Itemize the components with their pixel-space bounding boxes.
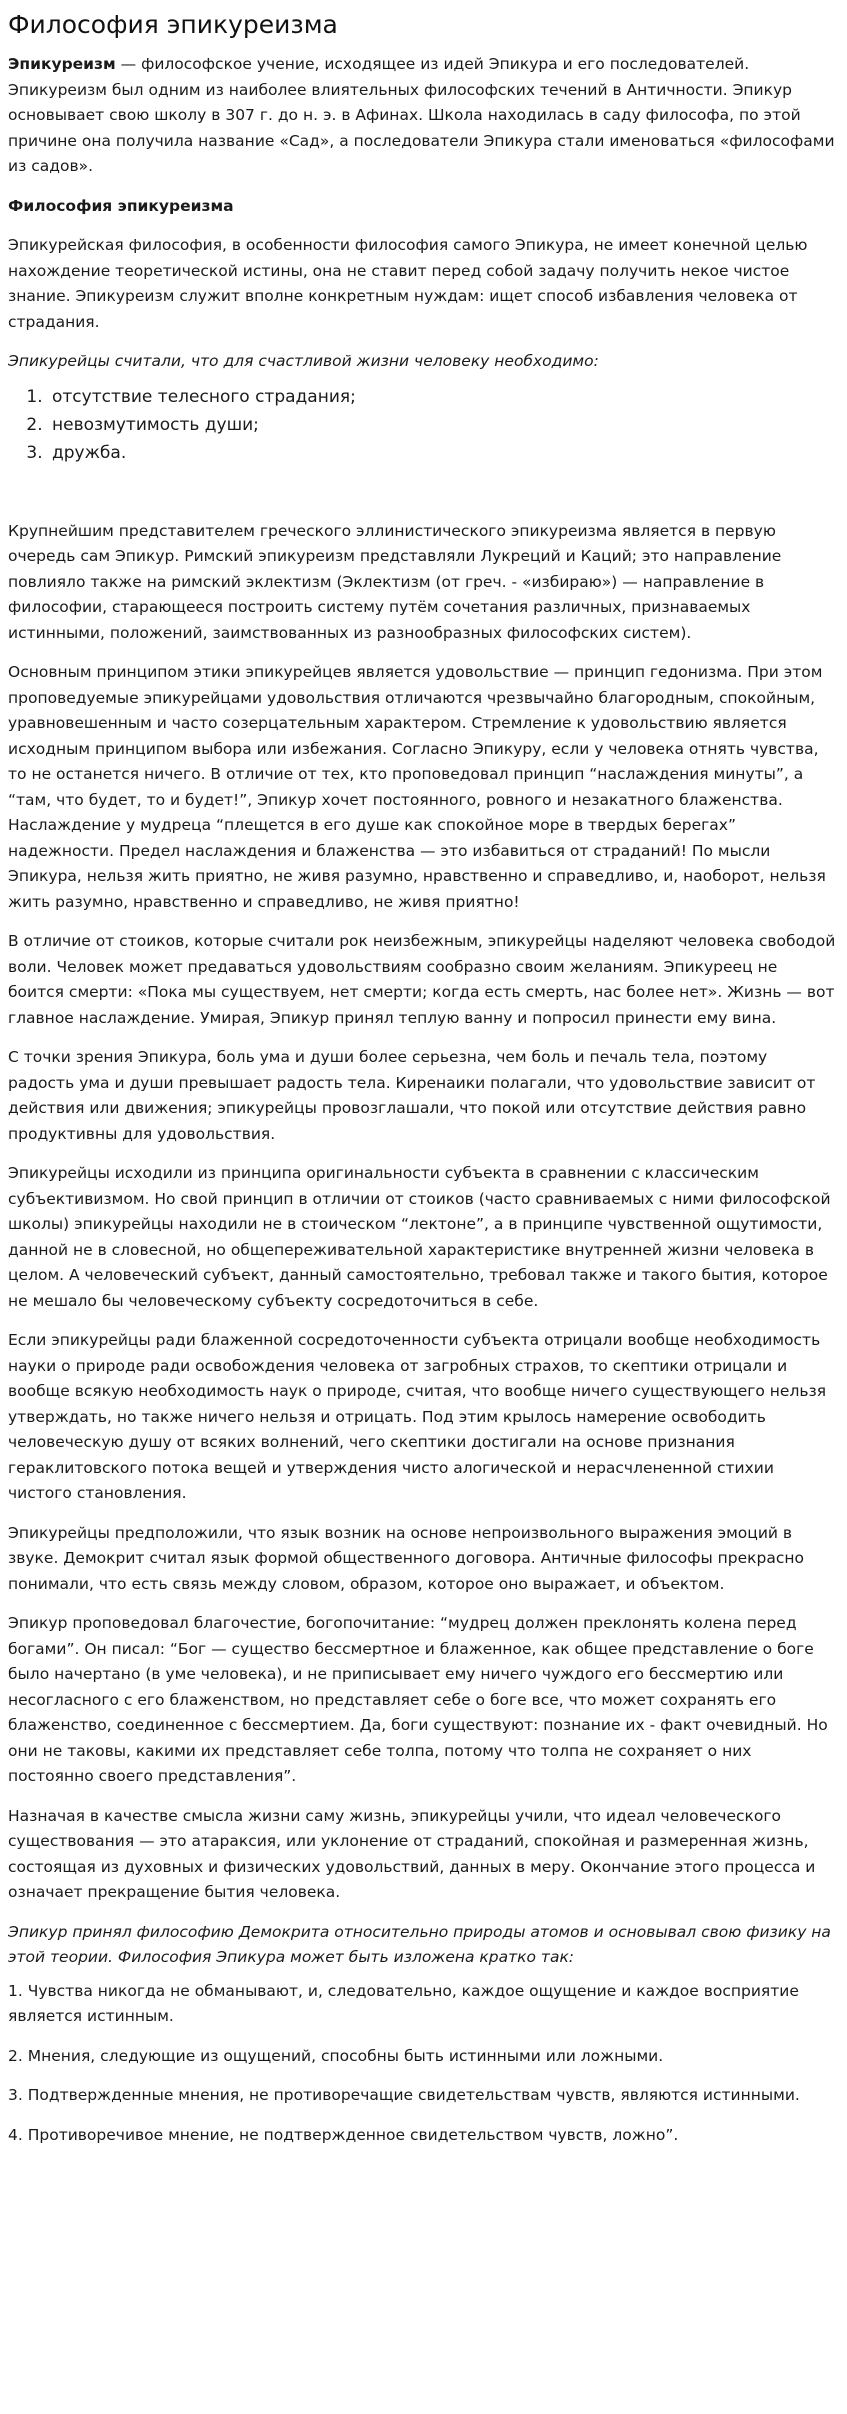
blank-spacer	[8, 485, 837, 519]
paragraph-hedonism: Основным принципом этики эпикурейцев является удовольствие — принцип гедонизма. При этом проповедуемые эпикурейцами удовольствия отличаются чрезвычайно благородным, спокойным, уравновешенным и часто созерцательным характером. Стремление к удовольствию является исходным принципом выбора или избежания. Согласно Эпикуру, если у человека отнять чувства, то не останется ничего. В отличие от тех, кто проповедовал принцип “наслаждения минуты”, а “там, что будет, то и будет!”, Эпикур хочет постоянного, ровного и незакатного блаженства. Наслаждение у мудреца “плещется в его душе как спокойное море в твердых берегах” надежности. Предел наслаждения и блаженства — это избавиться от страданий! По мысли Эпикура, нельзя жить приятно, не живя разумно, нравственно и справедливо, и, наоборот, нельзя жить разумно, нравственно и справедливо, не живя приятно!	[8, 663, 826, 911]
paragraph-language: Эпикурейцы предположили, что язык возник на основе непроизвольного выражения эмоций в звуке. Демокрит считал язык формой общественного договора. Античные философы прекрасно понимали, что есть связь между словом, образом, которое оно выражает, и объектом.	[8, 1523, 804, 1593]
paragraph-skeptics: Если эпикурейцы ради блаженной сосредоточенности субъекта отрицали вообще необходимость науки о природе ради освобождения человека от загробных страхов, то скептики отрицали и вообще всякую необходимость наук о природе, считая, что вообще ничего существующего нельзя утверждать, но также ничего нельзя и отрицать. Под этим крылось намерение освободить человеческую душу от всяких волнений, чего скептики достигали на основе признания гераклитовского потока вещей и утверждения чисто алогической и нерасчлененной стихии чистого становления.	[8, 1331, 827, 1502]
paragraph-free-will: В отличие от стоиков, которые считали рок неизбежным, эпикурейцы наделяют человека свободой воли. Человек может предаваться удовольствиям сообразно своим желаниям. Эпикуреец не боится смерти: «Пока мы существуем, нет смерти; когда есть смерть, нас более нет». Жизнь — вот главное наслаждение. Умирая, Эпикур принял теплую ванну и попросил принести ему вина.	[8, 932, 836, 1027]
paragraph-gods: Эпикур проповедовал благочестие, богопочитание: “мудрец должен преклонять колена перед богами”. Он писал: “Бог — существо бессмертное и блаженное, как общее представление о боге было начертано (в уме человека), и не приписывает ему ничего чуждого его бессмертию или несогласного с его блаженством, но представляет себе о боге все, что может сохранять его блаженство, соединенное с бессмертием. Да, боги существуют: познание их - факт очевидный. Но они не таковы, какими их представляет себе толпа, потому что толпа не сохраняет о них постоянно своего представления”.	[8, 1614, 828, 1785]
paragraph-mind-body: С точки зрения Эпикура, боль ума и души более серьезна, чем боль и печаль тела, поэтому радость ума и души превышает радость тела. Киренаики полагали, что удовольствие зависит от действия или движения; эпикурейцы провозглашали, что покой или отсутствие действия равно продуктивны для удовольствия.	[8, 1048, 816, 1143]
paragraph-ataraxia: Назначая в качестве смысла жизни саму жизнь, эпикурейцы учили, что идеал человеческого существования — это атараксия, или уклонение от страданий, спокойная и размеренная жизнь, состоящая из духовных и физических удовольствий, данных в меру. Окончание этого процесса и означает прекращение бытия человека.	[8, 1806, 816, 1901]
paragraph-subject: Эпикурейцы исходили из принципа оригинальности субъекта в сравнении с классическим субъективизмом. Но свой принцип в отличии от стоиков (часто сравниваемых с ними философской школы) эпикурейцы находили не в стоическом “лектоне”, а в принципе чувственной ощутимости, данной не в словесной, но общепереживательной характеристике внутренней жизни человека в целом. А человеческий субъект, данный самостоятельно, требовал также и такого бытия, которое не мешало бы человеческому субъекту сосредоточиться в себе.	[8, 1164, 831, 1310]
section-heading: Философия эпикуреизма	[8, 196, 234, 215]
needs-list	[8, 383, 837, 467]
intro-term: Эпикуреизм	[8, 55, 116, 73]
needs-intro: Эпикурейцы считали, что для счастливой жизни человеку необходимо:	[8, 352, 599, 370]
paragraph-goal: Эпикурейская философия, в особенности философия самого Эпикура, не имеет конечной целью нахождение теоретической истины, она не ставит перед собой задачу получить некое чистое знание. Эпикуреизм служит вполне конкретным нуждам: ищет способ избавления человека от страдания.	[8, 236, 808, 331]
principle-item: 3. Подтвержденные мнения, не противоречащие свидетельствам чувств, являются истинными.	[8, 2086, 800, 2104]
principles-intro: Эпикур принял философию Демокрита относительно природы атомов и основывал свою физику на этой теории. Философия Эпикура может быть изложена кратко так:	[8, 1922, 831, 1966]
list-item: 2. невозмутимость души;	[48, 411, 837, 439]
principle-item: 1. Чувства никогда не обманывают, и, следовательно, каждое ощущение и каждое восприятие является истинным.	[8, 1981, 799, 2025]
principle-item: 2. Мнения, следующие из ощущений, способны быть истинными или ложными.	[8, 2046, 664, 2065]
list-item: 1. отсутствие телесного страдания;	[48, 383, 837, 411]
page-title: Философия эпикуреизма	[8, 10, 338, 39]
intro-text: — философское учение, исходящее из идей Эпикура и его последователей. Эпикуреизм был одним из наиболее влиятельных философских течений в Античности. Эпикур основывает свою школу в 307 г. до н. э. в Афинах. Школа находилась в саду философа, по этой причине она получила название «Сад», а последователи Эпикура стали именоваться «философами из садов».	[8, 55, 835, 175]
list-item: 3. дружба.	[48, 439, 837, 467]
paragraph-representatives: Крупнейшим представителем греческого эллинистического эпикуреизма является в первую очередь сам Эпикур. Римский эпикуреизм представляли Лукреций и Каций; это направление повлияло также на римский эклектизм (Эклектизм (от греч. - «избираю») — направление в философии, старающееся построить систему путём сочетания различных, признаваемых истинными, положений, заимствованных из разнообразных философских систем).	[8, 521, 782, 642]
principle-item: 4. Противоречивое мнение, не подтвержденное свидетельством чувств, ложно”.	[8, 2125, 679, 2144]
intro-paragraph	[8, 52, 837, 180]
